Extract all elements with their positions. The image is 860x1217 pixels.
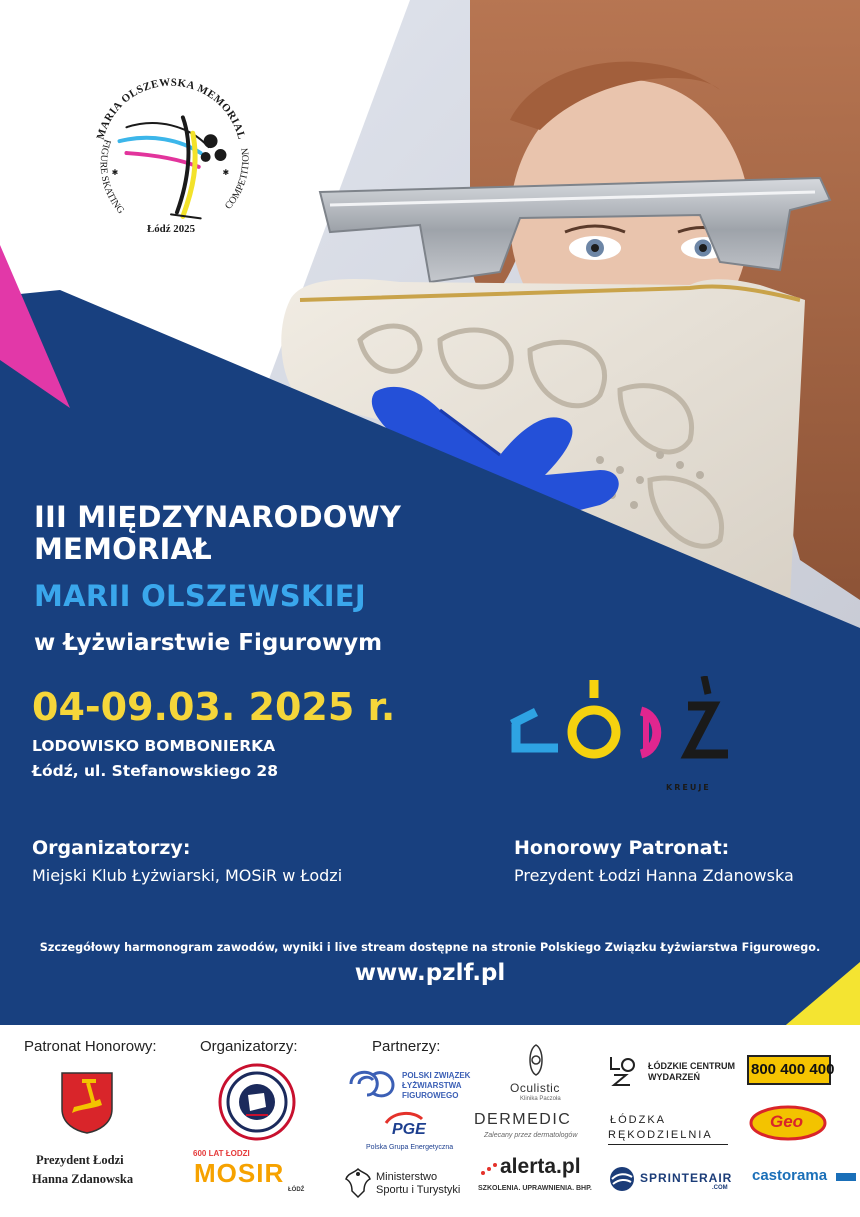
headline-line-1: III MIĘDZYNARODOWY <box>34 500 402 534</box>
mosir-anniversary: 600 LAT ŁODZI <box>193 1149 250 1158</box>
castorama-logo: castorama <box>752 1167 828 1184</box>
venue-name: LODOWISKO BOMBONIERKA <box>32 737 276 755</box>
lcw-line-1: ŁÓDZKIE CENTRUM <box>648 1061 735 1071</box>
pge-logo: PGE <box>392 1121 426 1138</box>
alerta-dots-icon <box>480 1161 498 1177</box>
oculistic-logo: Oculistic <box>510 1081 560 1095</box>
logo-bottom-text: Łódź 2025 <box>146 223 196 236</box>
lodz-kreuje-logo <box>508 676 734 794</box>
sponsors-footer <box>0 1025 860 1217</box>
footer-partners-label: Partnerzy: <box>372 1038 441 1055</box>
pzlf-line-3: FIGUROWEGO <box>402 1091 459 1100</box>
lodz-logo-tagline: KREUJE <box>666 783 711 792</box>
lodz-coat-of-arms-icon <box>58 1069 116 1135</box>
mosir-sub: ŁÓDŹ <box>288 1187 305 1193</box>
footer-organizers-label: Organizatorzy: <box>200 1038 298 1055</box>
alerta-logo: alerta.pl <box>500 1155 581 1178</box>
pzlf-line-2: ŁYŻWIARSTWA <box>402 1081 462 1090</box>
patronage-name: Prezydent Łodzi Hanna Zdanowska <box>514 866 794 885</box>
oculistic-logo-icon <box>524 1043 548 1077</box>
mayor-line-1: Prezydent Łodzi <box>36 1153 124 1167</box>
headline-line-3: MARII OLSZEWSKIEJ <box>34 579 367 613</box>
alerta-sub: SZKOLENIA. UPRAWNIENIA. BHP. <box>478 1185 592 1192</box>
ministry-line-1: Ministerstwo <box>376 1171 438 1183</box>
geo-logo: Geo <box>770 1112 804 1131</box>
sprinterair-logo: SPRINTERAIR <box>640 1171 733 1185</box>
mosir-logo: MOSIR <box>194 1158 285 1188</box>
rekodzielnia-underline <box>608 1144 728 1145</box>
sprinterair-sub: .COM <box>712 1185 728 1191</box>
patronage-heading: Honorowy Patronat: <box>514 837 730 859</box>
headline-line-2: MEMORIAŁ <box>34 532 212 566</box>
dermedic-logo: DERMEDIC <box>474 1111 572 1128</box>
pzlf-line-1: POLSKI ZWIĄZEK <box>402 1071 471 1080</box>
mayor-line-2: Hanna Zdanowska <box>32 1172 134 1186</box>
organizers-names: Miejski Klub Łyżwiarski, MOSiR w Łodzi <box>32 866 343 885</box>
logo-top-text: MARIA OLSZEWSKA MEMORIAL <box>94 76 248 141</box>
logo-star-right: ✱ <box>222 167 230 177</box>
dermedic-sub: Zalecany przez dermatologów <box>484 1132 578 1139</box>
event-dates: 04-09.03. 2025 r. <box>32 685 396 729</box>
sprinterair-globe-icon <box>608 1165 636 1193</box>
rekodzielnia-line-2: RĘKODZIELNIA <box>608 1129 713 1141</box>
logo-left-text: FIGURE SKATING <box>97 137 127 217</box>
polish-eagle-icon <box>344 1165 372 1199</box>
lcw-logo-icon <box>608 1049 638 1087</box>
pge-sub: Polska Grupa Energetyczna <box>366 1144 454 1151</box>
taxi-number: 800 400 400 <box>751 1061 835 1078</box>
logo-star-left: ✱ <box>111 167 119 177</box>
ministry-line-2: Sportu i Turystyki <box>376 1184 461 1196</box>
footer-patronage-label: Patronat Honorowy: <box>24 1038 157 1055</box>
website-link[interactable]: www.pzlf.pl <box>354 960 506 986</box>
memorial-emblem-logo <box>72 56 270 254</box>
schedule-info: Szczegółowy harmonogram zawodów, wyniki i live stream dostępne na stronie Polskiego Związku Łyżwiarstwa Figurowego. <box>39 941 821 954</box>
organizers-heading: Organizatorzy: <box>32 837 191 859</box>
pzlf-logo-icon <box>347 1067 397 1101</box>
castorama-mark-icon <box>836 1171 856 1183</box>
skating-club-logo <box>218 1063 296 1141</box>
rekodzielnia-line-1: ŁÓDZKA <box>610 1114 667 1126</box>
lcw-line-2: WYDARZEŃ <box>648 1072 700 1082</box>
venue-address: Łódź, ul. Stefanowskiego 28 <box>32 762 278 780</box>
oculistic-sub: Klinika Paczoła <box>520 1096 561 1102</box>
logo-right-text: COMPETITION <box>222 147 252 212</box>
headline-line-4: w Łyżwiarstwie Figurowym <box>34 630 383 656</box>
